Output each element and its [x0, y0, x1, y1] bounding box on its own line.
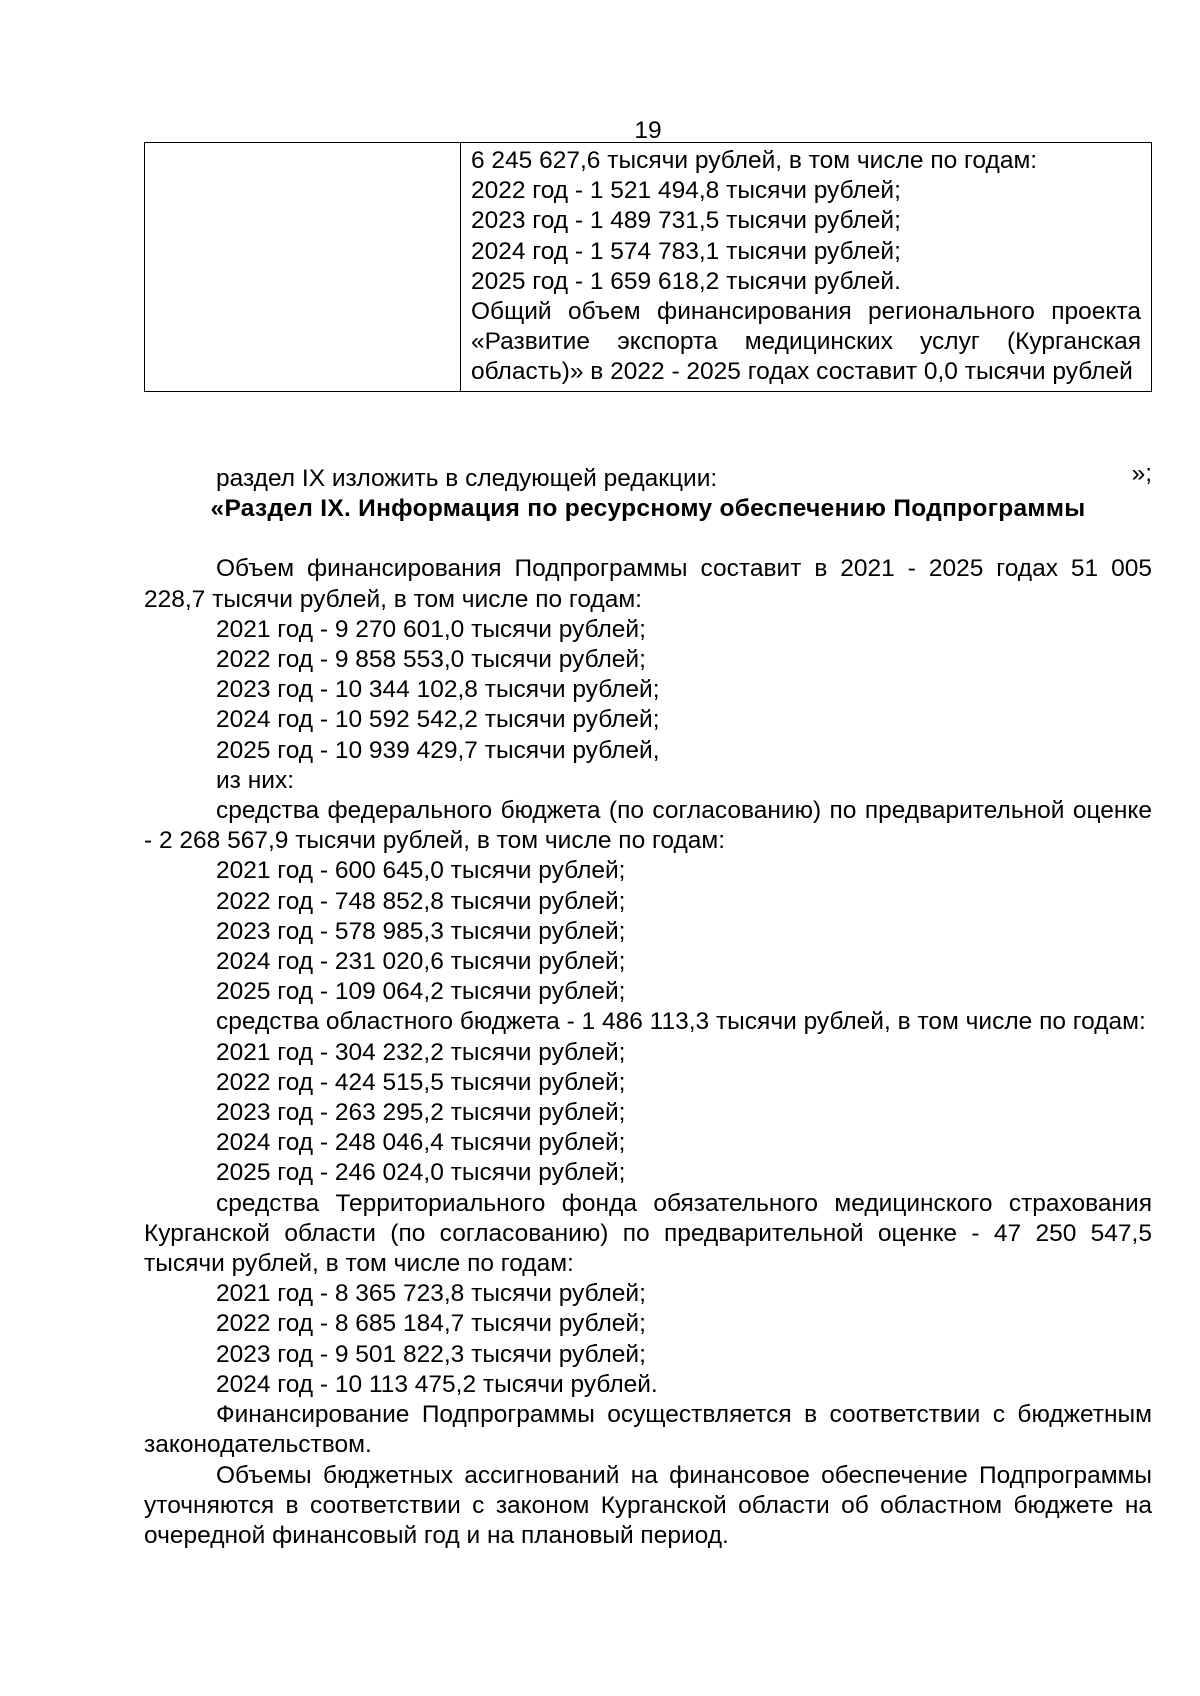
list-item: 2023 год - 10 344 102,8 тысячи рублей; [216, 676, 660, 704]
list-item: 2022 год - 9 858 553,0 тысячи рублей; [216, 646, 646, 674]
list-item: 2024 год - 248 046,4 тысячи рублей; [216, 1129, 626, 1157]
table-paragraph: Общий объем финансирования регионального проекта «Развитие экспорта медицинских услуг (Курганская область)» в 2022 - 2025 годах составит 0,0 тысячи рублей [471, 298, 1141, 386]
list-item: 2025 год - 109 064,2 тысячи рублей; [216, 978, 626, 1006]
list-item: 2024 год - 10 113 475,2 тысячи рублей. [216, 1370, 658, 1398]
table-line: 2023 год - 1 489 731,5 тысячи рублей; [471, 207, 901, 235]
list-item: 2023 год - 9 501 822,3 тысячи рублей; [216, 1340, 646, 1368]
regional-paragraph: средства областного бюджета - 1 486 113,3 тысячи рублей, в том числе по годам: [216, 1008, 1146, 1036]
list-item: 2024 год - 231 020,6 тысячи рублей; [216, 948, 626, 976]
table-line: 6 245 627,6 тысячи рублей, в том числе по годам: [471, 147, 1038, 174]
list-item: 2025 год - 10 939 429,7 тысячи рублей, [216, 736, 660, 764]
federal-paragraph: средства федерального бюджета (по согласованию) по предварительной оценке - 2 268 567,9 тысячи рублей, в том числе по годам: [144, 797, 1152, 855]
table-left-cell [145, 143, 461, 392]
document-body [144, 464, 1152, 1551]
financing-note: Финансирование Подпрограммы осуществляется в соответствии с бюджетным законодательством. [144, 1401, 1152, 1459]
list-item: 2022 год - 424 515,5 тысячи рублей; [216, 1068, 626, 1096]
table-line: 2022 год - 1 521 494,8 тысячи рублей; [471, 177, 901, 205]
total-paragraph: Объем финансирования Подпрограммы составит в 2021 - 2025 годах 51 005 228,7 тысячи рублей, в том числе по годам: [144, 555, 1152, 613]
list-item: 2022 год - 748 852,8 тысячи рублей; [216, 887, 626, 915]
list-item: 2021 год - 304 232,2 тысячи рублей; [216, 1038, 626, 1066]
list-item: 2021 год - 600 645,0 тысячи рублей; [216, 857, 626, 885]
list-item: 2024 год - 10 592 542,2 тысячи рублей; [216, 706, 660, 734]
list-item: 2022 год - 8 685 184,7 тысячи рублей; [216, 1310, 646, 1338]
section-heading: «Раздел IX. Информация по ресурсному обеспечению Подпрограммы [210, 495, 1086, 523]
page-number: 19 [634, 117, 662, 144]
financing-table [144, 142, 1152, 392]
table-row [145, 143, 1152, 392]
table-line: 2025 год - 1 659 618,2 тысячи рублей. [471, 267, 901, 295]
list-item: 2021 год - 9 270 601,0 тысячи рублей; [216, 615, 646, 643]
of-which-label: из них: [216, 766, 294, 794]
list-item: 2023 год - 263 295,2 тысячи рублей; [216, 1099, 626, 1127]
table-line: 2024 год - 1 574 783,1 тысячи рублей; [471, 237, 901, 265]
allocations-note: Объемы бюджетных ассигнований на финансовое обеспечение Подпрограммы уточняются в соответствии с законом Курганской области об областном бюджете на очередной финансовый год и на плановый период. [144, 1461, 1152, 1549]
table-right-cell [461, 143, 1152, 392]
list-item: 2021 год - 8 365 723,8 тысячи рублей; [216, 1280, 646, 1308]
insurance-paragraph: средства Территориального фонда обязательного медицинского страхования Курганской области (по согласованию) по предварительной оценке - 47 250 547,5 тысячи рублей, в том числе по годам: [144, 1189, 1152, 1278]
intro-text: раздел IX изложить в следующей редакции: [216, 465, 718, 492]
closing-quote: »; [1131, 460, 1152, 487]
list-item: 2025 год - 246 024,0 тысячи рублей; [216, 1159, 626, 1187]
list-item: 2023 год - 578 985,3 тысячи рублей; [216, 917, 626, 945]
